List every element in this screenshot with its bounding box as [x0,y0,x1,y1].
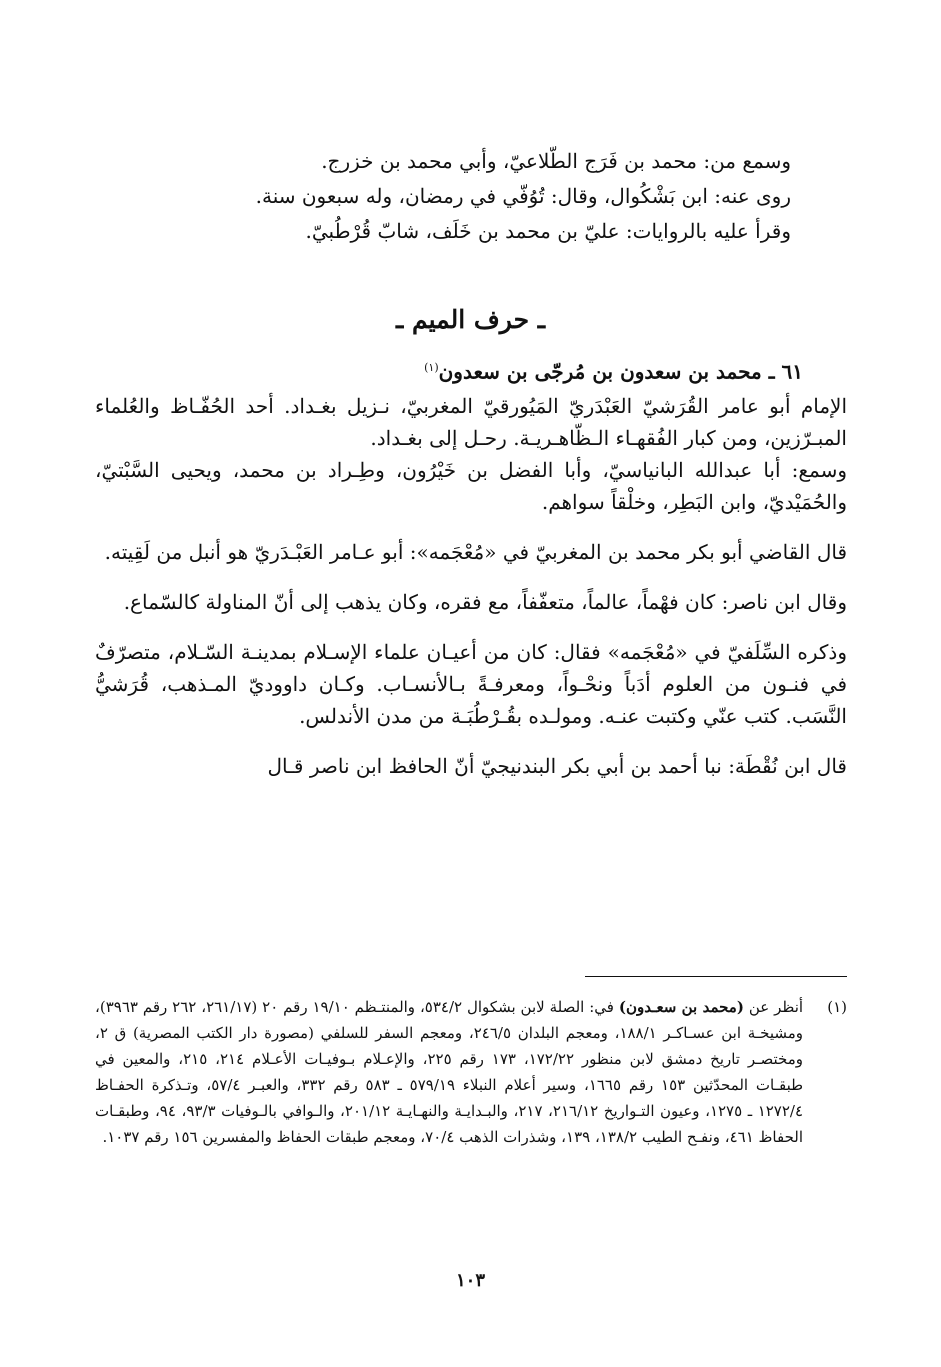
entry-paragraph-3: قال القاضي أبو بكر محمد بن المغربيّ في «مُعْجَمه»: أبو عـامر العَبْـدَريّ هو أنبل من لَقِيته. [104,539,847,564]
entry-heading [95,352,847,388]
entry-paragraph-2: وسمع: أبا عبدالله البانياسيّ، وأبا الفضل بن خَيْرُون، وطِـراد بن محمد، ويحيى السَّبْتيّ، والحُمَيْديّ، وابن البَطِر، وخلْقاً سواهم. [95,457,847,514]
footnote-marker: (١) [424,361,439,374]
page-number: ١٠٣ [455,1270,485,1291]
footnote-number: (١) [827,998,847,1016]
section-title: ـ حرف الميم ـ [395,305,546,334]
intro-text [191,144,791,249]
entry-paragraph-1: الإمام أبو عامر القُرَشيّ العَبْدَريّ المَيُورقيّ المغربيّ، نـزيل بغـداد. أحد الحُفّـاظ والعُلماء المبـرّزين، ومن كبار الفُقهـاء الـظّاهـريـة. رحـل إلى بغـداد. [95,393,847,450]
entry-paragraph-4: وقال ابن ناصر: كان فهْماً، عالماً، متعفّفاً، مع فقره، وكان يذهب إلى أنّ المناولة كالسّماع. [123,589,847,614]
footnote-body [95,994,803,1150]
footnote [95,994,847,1150]
intro-line-2: روى عنه: ابن بَشْكُوال، وقال: تُوُفّي في رمضان، وله سبعون سنة. [255,184,791,208]
footnote-text: في: الصلة لابن بشكوال ٥٣٤/٢، والمنتـظم ١٩/١٠ رقم ٢٠ (٢٦١/١٧، ٢٦٢ رقم ٣٩٦٣)، ومشيخـة ابن عسـاكـر ١٨٨/١، ومعجم البلدان ٢٤٦/٥، ومعجم السفر للسلفي (مصورة دار الكتب المصرية) ق ٢، ومختصـر تاريخ دمشق لابن منظور ١٧٢/٢٢، ١٧٣ رقم ٢٢٥، والإعـلام بـوفيـات الأعـلام ٢١٤، ٢١٥، والمعين في طبقـات المحدّثين ١٥٣ رقم ١٦٦٥، وسير أعلام النبلاء ٥٧٩/١٩ ـ ٥٨٣ رقم ٣٣٢، والعبـر ٥٧/٤، وتـذكرة الحفـاظ ١٢٧٢/٤ ـ ١٢٧٥، وعيون التـواريخ ٢١٦/١٢، ٢١٧، والبـدايـة والنهـايـة ٢٠١/١٢، والـوافي بالـوفيات ٩٣/٣، ٩٤، وطبقـات الحفاظ ٤٦١، ونفـح الطيب ١٣٨/٢، ١٣٩، وشذرات الذهب ٧٠/٤، ومعجم طبقات الحفاظ والمفسرين ١٥٦ رقم ١٠٣٧. [95,998,804,1146]
entry-paragraph-6: قال ابن نُقْطَة: نبا أحمد بن أبي بكر البندنيجيّ أنّ الحافظ ابن ناصر قـال [267,753,847,778]
intro-line-1: وسمع من: محمد بن فَرَج الطّلاعيّ، وأبي محمد بن خزرج. [321,149,791,173]
footnote-divider [585,976,847,977]
footnote-lead: أنظر عن [748,998,804,1016]
biography-entry [95,352,847,782]
entry-paragraph-5: وذكره السِّلَفيّ في «مُعْجَمه» فقال: كان من أعيـان علماء الإسـلام بمدينـة السّـلام، متصرّفٌ في فنـون من العلوم أدَباً ونحْـواً، ومعرفـةً بـالأنسـاب. وكـان داووديّ المـذهب، قُرَشيُّ النَّسَب. كتب عنّي وكتبت عنـه. ومولـده بقُـرْطُبَـة من مدن الأندلس. [95,639,847,728]
entry-heading-text: ٦١ ـ محمد بن سعدون بن مُرجّى بن سعدون [438,359,803,384]
footnote-bold-name: (محمد بن سعـدون) [618,998,744,1016]
intro-line-3: وقرأ عليه بالروايات: عليّ بن محمد بن خَلَف، شابّ قُرْطُبيّ. [305,219,791,243]
